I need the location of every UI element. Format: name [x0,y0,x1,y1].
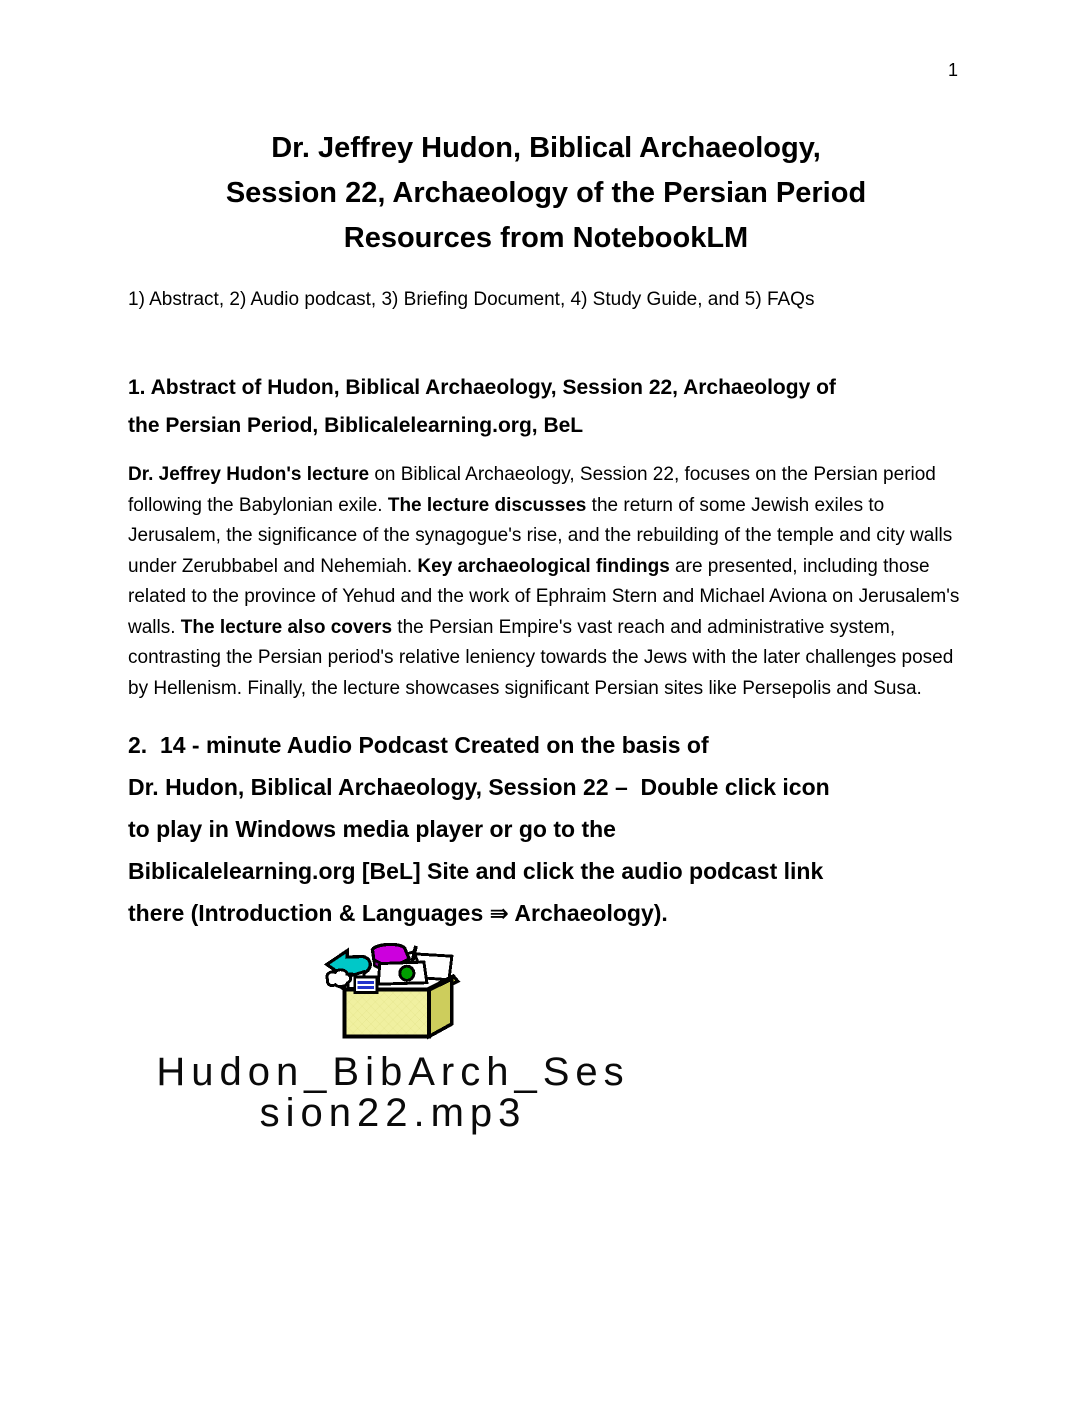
section-2-heading [128,724,964,934]
title-line-2: Session 22, Archaeology of the Persian Period [225,177,867,209]
document-title [128,126,964,261]
abstract-paragraph: Dr. Jeffrey Hudon's lecture on Biblical Archaeology, Session 22, focuses on the Persian period following the Babylonian exile. The lecture discusses the return of some Jewish exiles to Jerusalem, the significance of the synagogue's rise, and the rebuilding of the temple and city walls under Zerubbabel and Nehemiah. Key archaeological findings are presented, including those related to the province of Yehud and the work of Ephraim Stern and Michael Aviona on Jerusalem's walls. The lecture also covers the Persian Empire's vast reach and administrative system, contrasting the Persian period's relative leniency towards the Jews with the later challenges posed by Hellenism. Finally, the lecture showcases significant Persian sites like Persepolis and Susa. [128,464,960,699]
audio-filename[interactable] [128,1052,658,1134]
title-line-1: Dr. Jeffrey Hudon, Biblical Archaeology, [271,132,821,164]
package-icon-art [327,944,458,1036]
section-1-heading-line-2: the Persian Period, Biblicalelearning.org, BeL [128,414,584,437]
audio-filename-line-2[interactable]: sion22.mp3 [259,1091,527,1135]
section-2-heading-line-3: to play in Windows media player or go to the [128,816,616,842]
title-line-3: Resources from NotebookLM [343,222,749,254]
package-icon[interactable] [322,940,464,1046]
section-2-heading-line-4: Biblicalelearning.org [BeL] Site and click the audio podcast link [128,858,824,884]
embedded-audio-object[interactable] [128,940,658,1134]
section-2-heading-line-5: there (Introduction & Languages ⇛ Archaeology). [128,900,668,926]
document-content [128,0,964,1134]
resource-list-line: 1) Abstract, 2) Audio podcast, 3) Briefing Document, 4) Study Guide, and 5) FAQs [128,289,815,310]
audio-filename-line-1[interactable]: Hudon_BibArch_Ses [156,1050,630,1094]
page-number: 1 [947,60,958,80]
section-1-heading-line-1: 1. Abstract of Hudon, Biblical Archaeology, Session 22, Archaeology of [128,376,836,399]
section-2-heading-line-2: Dr. Hudon, Biblical Archaeology, Session 22 – Double click icon [128,774,830,800]
section-1-heading [128,369,964,445]
section-2-heading-line-1: 2. 14 - minute Audio Podcast Created on the basis of [128,732,709,758]
